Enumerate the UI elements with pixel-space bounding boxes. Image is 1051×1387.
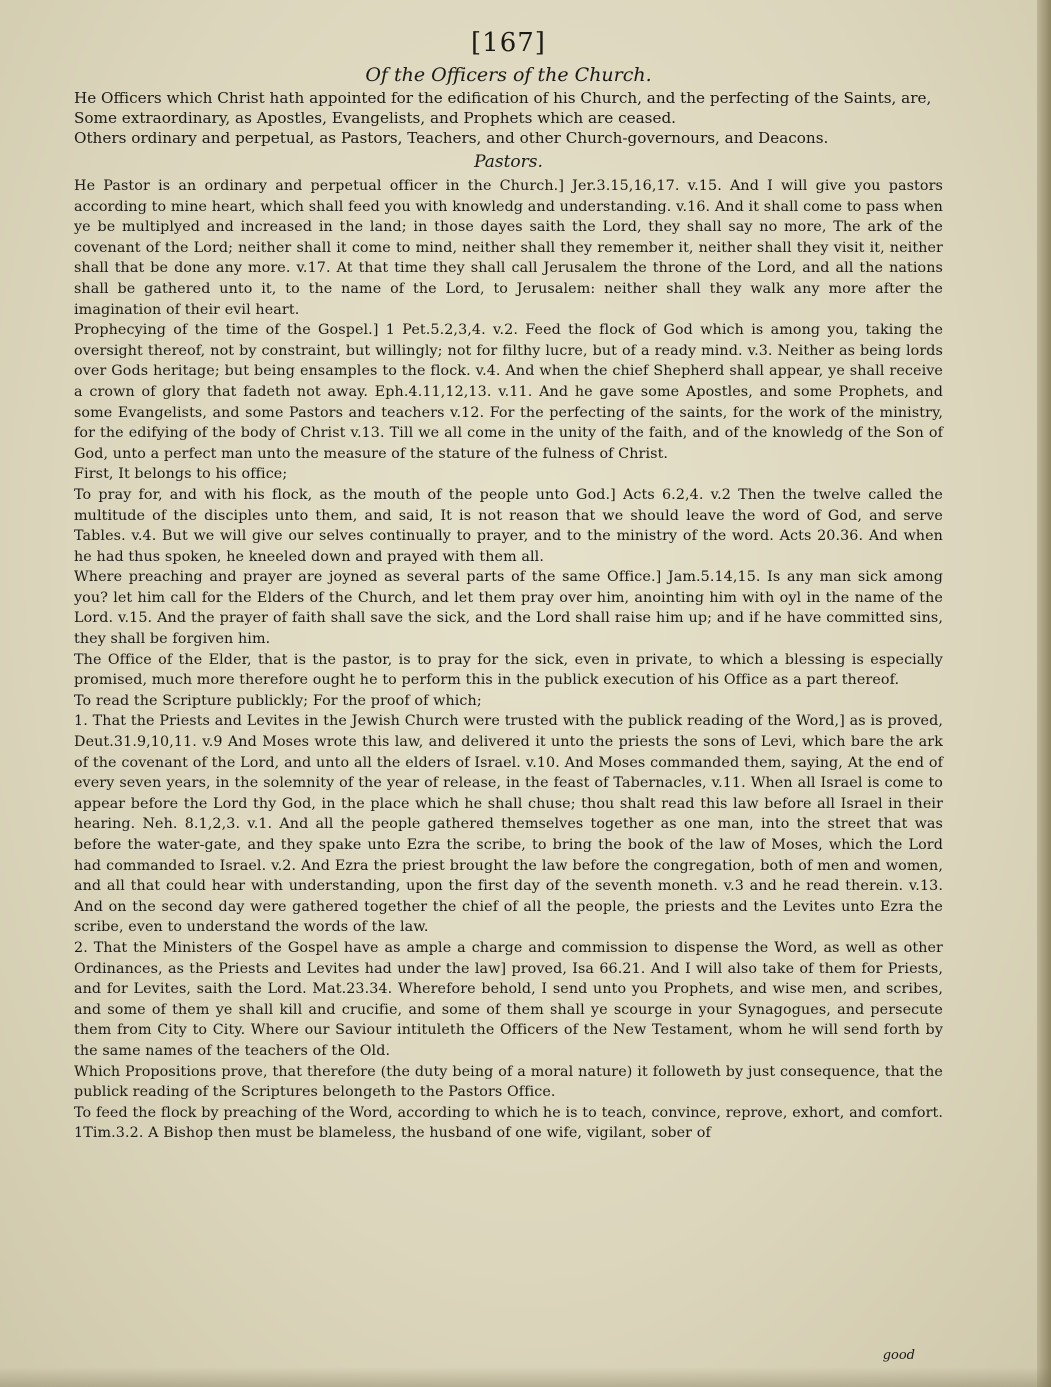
page-number: [167] — [471, 28, 546, 58]
paragraph: 1. That the Priests and Levites in the Jewish Church were trusted with the publick reading of the Word,] as is proved, Deut.31.9,10,11. v.9 And Moses wrote this law, and delivered it unto the priests the sons of Levi, which bare the ark of the covenant of the Lord, and unto all the elders of Israel. v.10. And Moses commanded them, saying, At the end of every seven years, in the solemnity of the year of release, in the feast of Tabernacles, v.11. When all Israel is come to appear before the Lord thy God, in the place which he shall chuse; thou shalt read this law before all Israel in their hearing. Neh. 8.1,2,3. v.1. And all the people gathered themselves together as one man, into the street that was before the water-gate, and they spake unto Ezra the scribe, to bring the book of the law of Moses, which the Lord had commanded to Israel. v.2. And Ezra the priest brought the law before the congregation, both of men and women, and all that could hear with understanding, upon the first day of the seventh moneth. v.3 and he read therein. v.13. And on the second day were gathered together the chief of all the people, the priests and the Levites unto Ezra the scribe, even to understand the words of the law. — [74, 713, 943, 936]
chapter-title: Of the Officers of the Church. — [365, 64, 652, 86]
paragraph: First, It belongs to his office; — [74, 466, 288, 483]
section-heading: Pastors. — [474, 152, 543, 172]
paragraph: Which Propositions prove, that therefore (the duty being of a moral nature) it followeth by just consequence, that the publick reading of the Scriptures belongeth to the Pastors Office. — [74, 1063, 943, 1101]
catchword: good — [882, 1348, 915, 1363]
paragraph: Where preaching and prayer are joyned as several parts of the same Office.] Jam.5.14,15. Is any man sick among you? let him call for the Elders of the Church, and let them pray over him, anointing him with oyl in the name of the Lord. v.15. And the prayer of faith shall save the sick, and the Lord shall raise him up; and if he have committed sins, they shall be forgiven him. — [74, 569, 943, 648]
intro-line: Some extraordinary, as Apostles, Evangelists, and Prophets which are ceased. — [74, 109, 676, 127]
page-edge — [1037, 0, 1051, 1387]
paragraph: To read the Scripture publickly; For the proof of which; — [74, 692, 482, 709]
paragraph: Prophecying of the time of the Gospel.] 1 Pet.5.2,3,4. v.2. Feed the flock of God which is among you, taking the oversight thereof, not by constraint, but willingly; not for filthy lucre, but of a ready mind. v.3. Neither as being lords over Gods heritage; but being ensamples to the flock. v.4. And when the chief Shepherd shall appear, ye shall receive a crown of glory that fadeth not away. Eph.4.11,12,13. v.11. And he gave some Apostles, and some Prophets, and some Evangelists, and some Pastors and teachers v.12. For the perfecting of the saints, for the work of the ministry, for the edifying of the body of Christ v.13. Till we all come in the unity of the faith, and of the knowledg of the Son of God, unto a perfect man unto the measure of the stature of the fulness of Christ. — [74, 322, 943, 462]
paragraph: The Office of the Elder, that is the pastor, is to pray for the sick, even in private, to which a blessing is especially promised, much more therefore ought he to perform this in the publick execution of his Office as a part thereof. — [74, 651, 943, 689]
intro-line: He Officers which Christ hath appointed for the edification of his Church, and the perfecting of the Saints, are, — [74, 89, 932, 107]
page-shadow — [0, 1367, 1051, 1387]
intro-line: Others ordinary and perpetual, as Pastors, Teachers, and other Church-governours, and Deacons. — [74, 129, 829, 147]
paragraph: To pray for, and with his flock, as the mouth of the people unto God.] Acts 6.2,4. v.2 Then the twelve called the multitude of the disciples unto them, and said, It is not reason that we should leave the word of God, and serve Tables. v.4. But we will give our selves continually to prayer, and to the ministry of the word. Acts 20.36. And when he had thus spoken, he kneeled down and prayed with them all. — [74, 486, 943, 565]
paragraph: 2. That the Ministers of the Gospel have as ample a charge and commission to dispense the Word, as well as other Ordinances, as the Priests and Levites had under the law] proved, Isa 66.21. And I will also take of them for Priests, and for Levites, saith the Lord. Mat.23.34. Wherefore behold, I send unto you Prophets, and wise men, and scribes, and some of them ye shall kill and crucifie, and some of them shall ye scourge in your Synagogues, and persecute them from City to City. Where our Saviour intituleth the Officers of the New Testament, whom he will send forth by the same names of the teachers of the Old. — [74, 939, 943, 1059]
paragraph: To feed the flock by preaching of the Word, according to which he is to teach, convince, reprove, exhort, and comfort. 1Tim.3.2. A Bishop then must be blameless, the husband of one wife, vigilant, sober of — [74, 1104, 943, 1142]
paragraph: He Pastor is an ordinary and perpetual officer in the Church.] Jer.3.15,16,17. v.15. And I will give you pastors according to mine heart, which shall feed you with knowledg and understanding. v.16. And it shall come to pass when ye be multiplyed and increased in the land; in those dayes saith the Lord, they shall say no more, The ark of the covenant of the Lord; neither shall it come to mind, neither shall they remember it, neither shall they visit it, neither shall that be done any more. v.17. At that time they shall call Jerusalem the throne of the Lord, and all the nations shall be gathered unto it, to the name of the Lord, to Jerusalem: neither shall they walk any more after the imagination of their evil heart. — [74, 178, 943, 318]
